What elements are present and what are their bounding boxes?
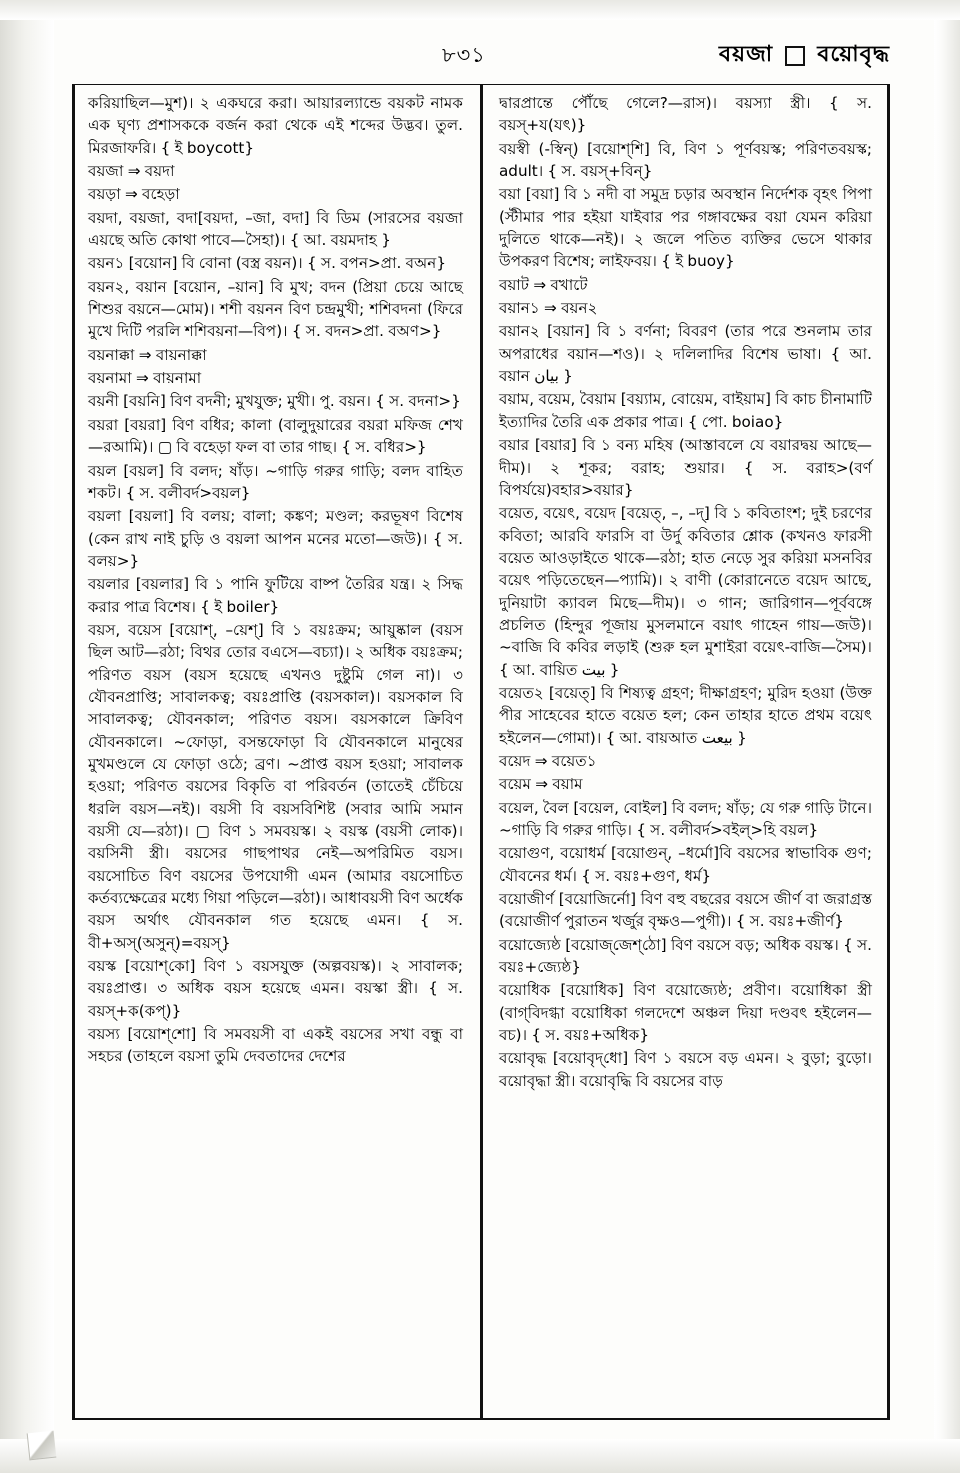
- entry: বয়ান২ [বয়ান] বি ১ বর্ণনা; বিবরণ (তার পরে শুনলাম তার অপরাধের বয়ান—শও)। ২ দলিলাদির বিশেষ ভাষা। { আ. বয়ান بيان }: [499, 322, 872, 386]
- left-column: [78, 92, 481, 1414]
- page-edge-shadow-top: [0, 0, 960, 20]
- entry: বয়স্ক [বয়োশ্‌কো] বিণ ১ বয়সযুক্ত (অল্পবয়স্ক)। ২ সাবালক; বয়ঃপ্রাপ্ত। ৩ অধিক বয়স হয়েছে এমন। বয়স্কা স্ত্রী। { স. বয়স্‌+ক(কপ্)}: [88, 957, 463, 1020]
- entry: বয়দা, বয়জা, বদা[বয়দা, –জা, বদা] বি ডিম (সারসের বয়জা এয়ছে অতি কোথা পাবে—সৈহা)। { আ. বয়মদাহ }: [88, 208, 463, 250]
- entry: বয়ান১ ⇒ বয়ন২: [499, 299, 598, 318]
- entry: বয়নামা ⇒ বায়নামা: [88, 369, 202, 388]
- entry: বয়োজ্যেষ্ঠ [বয়োজ্‌জেশ্‌ঠো] বিণ বয়সে বড়; অধিক বয়স্ক। { স. বয়ঃ+জ্যেষ্ঠ}: [499, 935, 872, 977]
- entry: বয়াম, বয়েম, বৈয়াম [বয়্যাম, বোয়েম, বাইয়াম] বি কাচ চীনামাটি ইত্যাদির তৈরি এক প্রকার পাত্র। { পো. boiao}: [499, 390, 872, 431]
- square-separator-icon: [785, 46, 805, 66]
- entry: বয়ার [বয়ার] বি ১ বন্য মহিষ (আস্তাবলে যে বয়ারদ্বয় আছে—দীম)। ২ শূকর; বরাহ; শুয়ার। { স. বরাহ>(বর্ণ বিপর্যয়ে)বহার>বয়ার}: [499, 436, 872, 499]
- entry: বয়স, বয়েস [বয়োশ্, –য়েশ্] বি ১ বয়ঃক্রম; আয়ুষ্কাল (বয়স ছিল আট—রঠা; বিথর তোর বএসে—বচ্যা)। ২ অধিক বয়ঃক্রম; পরিণত বয়স (বয়স হয়েছে এখনও দুষ্টুমি গেল না)। ৩ যৌবনপ্রাপ্তি; সাবালকত্ব; বয়ঃপ্রাপ্তি (বয়সকাল)। বয়সকাল বি সাবালকত্ব; যৌবনকাল; পরিণত বয়স। বয়সকালে ক্রিবিণ যৌবনকালে। ~ফোড়া, বসন্তফোড়া বি যৌবনকালে মানুষের মুখমণ্ডলে যে ফোড়া ওঠে; ব্রণ। ~প্রাপ্ত বয়স হওয়া; সাবালক হওয়া; পরিণত বয়সের বিকৃতি বা পরিবর্তন (তাতেই চেঁচিয়ে ধরলি বয়স—নই)। বয়সী বি বয়সবিশিষ্ট (সবার আমি সমান বয়সী যে—রঠা)। ▢ বিণ ১ সমবয়স্ক। ২ বয়স্ক (বয়সী লোক)। বয়সিনী স্ত্রী। বয়সের গাছপাথর নেই—অপরিমিত বয়স। বয়সোচিত বিণ বয়সের উপযোগী এমন (আমার বয়সোচিত কর্তব্যক্ষেত্রের মধ্যে গিয়া পড়িলে—রঠা)। আধাবয়সী বিণ অর্ধেক বয়স অর্থাৎ যৌবনকাল গত হয়েছে এমন। { স. বী+অস্(অসুন্)=বয়স্}: [88, 620, 463, 952]
- entry: বয়েল, বৈল [বয়েল, বোইল] বি বলদ; ষাঁড়; যে গরু গাড়ি টানে। ~গাড়ি বি গরুর গাড়ি। { স. বলীবর্দ>বইল্‌>হি বয়ল}: [499, 798, 872, 839]
- page-corner-fold: [27, 1431, 57, 1461]
- entry: বয়েদ ⇒ বয়েত১: [499, 751, 597, 770]
- entry: বয়স্য [বয়োশ্‌শো] বি সমবয়সী বা একই বয়সের সখা বন্ধু বা সহচর (তাহলে বয়সা তুমি দেবতাদের দেশের: [88, 1025, 463, 1066]
- entry: বয়োগুণ, বয়োধর্ম [বয়োগুন্, –ধর্মো]বি বয়সের স্বাভাবিক গুণ; যৌবনের ধর্ম। { স. বয়ঃ+গুণ, ধর্ম}: [499, 844, 872, 885]
- columns-container: [78, 92, 884, 1414]
- entry: বয়লার [বয়লার] বি ১ পানি ফুটিয়ে বাষ্প তৈরির যন্ত্র। ২ সিদ্ধ করার পাত্র বিশেষ। { ই boiler}: [88, 575, 463, 616]
- entry: করিয়াছিল—মুশ)। ২ একঘরে করা। আয়ারল্যান্ডে বয়কট নামক এক ঘৃণ্য প্রশাসককে বর্জন করা থেকে এই শব্দের উদ্ভব। তুল. মিরজাফরি। { ই boycott}: [88, 94, 463, 157]
- entry: বয়েম ⇒ বয়াম: [499, 775, 583, 794]
- right-column: [481, 92, 884, 1414]
- entry: বয়া [বয়া] বি ১ নদী বা সমুদ্র চড়ার অবস্থান নির্দেশক বৃহৎ পিপা (স্টীমার পার হইয়া যাইবার পর গঙ্গাবক্ষের বয়া যেমন করিয়া দুলিতে থাকে—নই)। ২ জলে পতিত ব্যক্তির ভেসে থাকার উপকরণ বিশেষ; লাইফবয়। { ই buoy}: [499, 185, 872, 271]
- entry: বয়েত২ [বয়েত্] বি শিষ্যত্ব গ্রহণ; দীক্ষাগ্রহণ; মুরিদ হওয়া (উক্ত পীর সাহেবের হাতে বয়েত হল; কেন তাহার হাতে প্রথম বয়েৎ হইলেন—গোমা)। { আ. বায়আত بيعت }: [499, 683, 872, 747]
- page-edge-shadow-left: [0, 0, 54, 1473]
- running-head-right: বয়োবৃদ্ধ: [817, 42, 890, 67]
- entry: বয়ন২, বয়ান [বয়োন, –য়ান] বি মুখ; বদন (প্রিয়া চেয়ে আছে শিশুর বয়নে—মোম)। শশী বয়নন বিণ চন্দ্রমুখী; শশিবদনা (ফিরে মুখে দিটি পরলি শশিবয়না—বিপ)। { স. বদন>প্রা. বঅণ>}: [88, 277, 463, 341]
- entry: দ্বারপ্রান্তে পৌঁছে গেলে?—রাস)। বয়স্যা স্ত্রী। { স. বয়স্‌+য(যৎ)}: [499, 94, 872, 135]
- entry: বয়োবৃদ্ধ [বয়োবৃদ্‌ধো] বিণ ১ বয়সে বড় এমন। ২ বুড়া; বুড়ো। বয়োবৃদ্ধা স্ত্রী। বয়োবৃদ্ধি বি বয়সের বাড়: [499, 1049, 872, 1090]
- entry: বয়েত, বয়েৎ, বয়েদ [বয়েত্, –, –দ্] বি ১ কবিতাংশ; দুই চরণের কবিতা; আরবি ফারসি বা উর্দু কবিতার শ্লোক (কখনও ফারসী বয়েত আওড়াইতে থাকে—রঠা; হাত নেড়ে সুর করিয়া মসনবির বয়েৎ পড়িতেছেন—প্যামি)। ২ বাণী (কোরানেতে বয়েদ আছে, দুনিয়াটা ক্যাবল মিছে—দীম)। ৩ গান; জারিগান—পূর্ববঙ্গে প্রচলিত (হিন্দুর পূজায় মুসলমানে বয়াৎ গাহেন গায়—জউ)। ~বাজি বি কবির লড়াই (শুরু হল মুশাইরা বয়েৎ-বাজি—সৈম)। { আ. বায়িত بيت }: [499, 504, 872, 679]
- running-head-left: বয়জা: [718, 42, 774, 67]
- entry: বয়লা [বয়লা] বি বলয়; বালা; কঙ্কণ; মণ্ডল; করভূষণ বিশেষ (কেন রাখ নাই চুড়ি ও বয়লা আপন মনের মতো—জউ)। { স. বলয়>}: [88, 507, 463, 570]
- page-number: ৮৩১: [442, 43, 486, 67]
- page-edge-shadow-right: [934, 0, 960, 1473]
- entry: বয়জা ⇒ বয়দা: [88, 162, 175, 181]
- entry: বয়রা [বয়রা] বিণ বধির; কালা (বালুদুয়ারের বয়রা মফিজ শেখ—রআমি)। ▢ বি বহেড়া ফল বা তার গাছ। { স. বধির>}: [88, 415, 463, 457]
- entry: বয়ড়া ⇒ বহেড়া: [88, 185, 180, 204]
- entry: বয়নী [বয়নি] বিণ বদনী; মুখযুক্ত; মুখী। পু. বয়ন। { স. বদনা>}: [88, 392, 461, 411]
- page-header: [72, 40, 890, 74]
- entry: বয়াট ⇒ বখাটে: [499, 275, 588, 294]
- running-head: [719, 37, 890, 74]
- page-edge-shadow-bottom: [0, 1439, 960, 1473]
- entry: বয়ন১ [বয়োন] বি বোনা (বস্ত্র বয়ন)। { স. বপন>প্রা. বঅন}: [88, 254, 447, 273]
- entry: বয়ল [বয়ল] বি বলদ; ষাঁড়। ~গাড়ি গরুর গাড়ি; বলদ বাহিত শকট। { স. বলীবর্দ>বয়ল}: [88, 461, 463, 502]
- entry: বয়স্বী (-স্বিন্) [বয়োশ্‌শি] বি, বিণ ১ পূর্ণবয়স্ক; পরিণতবয়স্ক; adult। { স. বয়স্‌+বিন্}: [499, 139, 872, 181]
- entry: বয়নাক্কা ⇒ বায়নাক্কা: [88, 345, 207, 364]
- entry: বয়োধিক [বয়োধিক] বিণ বয়োজ্যেষ্ঠ; প্রবীণ। বয়োধিকা স্ত্রী (বাগ্‌বিদগ্ধা বয়োধিকা গলদেশে অঞ্চল দিয়া দণ্ডবৎ হইলেন—বচ)। { স. বয়ঃ+অধিক}: [499, 981, 872, 1045]
- entry: বয়োজীর্ণ [বয়োজির্নো] বিণ বহু বছরের বয়সে জীর্ণ বা জরাগ্রস্ত (বয়োজীর্ণ পুরাতন খর্জুর বৃক্ষও—পুগী)। { স. বয়ঃ+জীর্ণ}: [499, 890, 872, 931]
